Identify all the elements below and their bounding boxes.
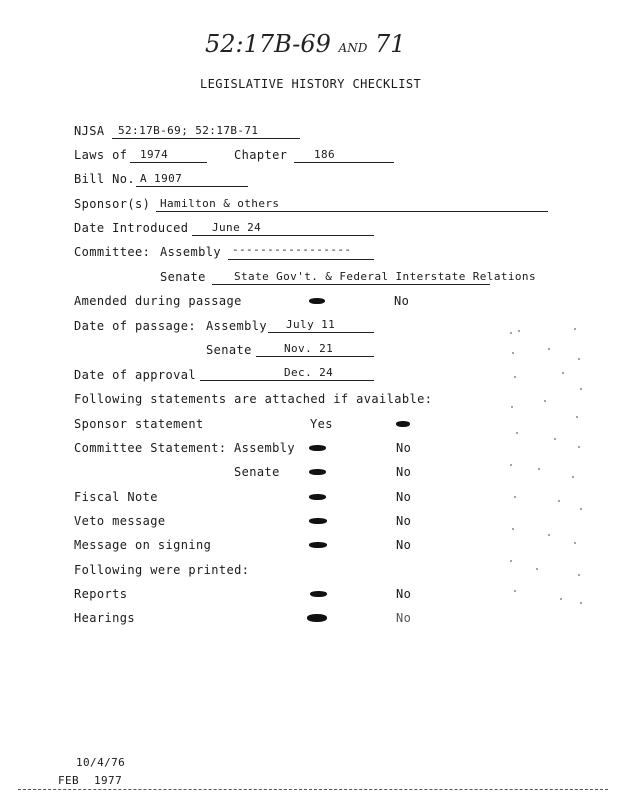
sponsors-label: Sponsor(s) <box>74 197 151 211</box>
date-introduced-label: Date Introduced <box>74 221 189 235</box>
message-signing-yes-redacted <box>309 542 327 548</box>
chapter-label: Chapter <box>234 148 288 162</box>
amended-label: Amended during passage <box>74 294 242 308</box>
chapter-underline <box>294 162 394 163</box>
committee-senate-underline <box>212 284 490 285</box>
committee-statement-assembly-no: No <box>396 441 412 455</box>
footer-date-code: 10/4/76 <box>76 756 126 769</box>
committee-statement-senate-yes-redacted <box>309 469 326 475</box>
passage-senate-value: Nov. 21 <box>284 342 334 355</box>
handwritten-reference <box>205 30 406 58</box>
sponsor-statement-yes: Yes <box>310 417 333 431</box>
fiscal-note-no: No <box>396 490 412 504</box>
bill-no-value: A 1907 <box>140 172 183 185</box>
committee-label: Committee: <box>74 245 151 259</box>
message-signing-label: Message on signing <box>74 538 212 552</box>
reports-yes-redacted <box>310 591 327 597</box>
committee-statement-assembly-yes-redacted <box>309 445 326 451</box>
scan-noise <box>508 328 598 608</box>
passage-assembly-value: July 11 <box>286 318 336 331</box>
date-approval-value: Dec. 24 <box>284 366 334 379</box>
message-signing-no: No <box>396 538 412 552</box>
date-passage-label: Date of passage: <box>74 319 196 333</box>
footer-dashed-line <box>18 789 608 790</box>
hearings-label: Hearings <box>74 611 135 625</box>
page-title: LEGISLATIVE HISTORY CHECKLIST <box>200 77 422 91</box>
fiscal-note-label: Fiscal Note <box>74 490 158 504</box>
committee-assembly-value: ----------------- <box>232 243 352 256</box>
footer-stamp-year: 1977 <box>94 774 123 787</box>
njsa-label: NJSA <box>74 124 105 138</box>
date-approval-label: Date of approval <box>74 368 196 382</box>
hearings-yes-redacted <box>307 614 327 622</box>
date-approval-underline <box>200 380 374 381</box>
handwritten-and: AND <box>338 41 368 55</box>
footer-stamp-month: FEB <box>58 774 80 787</box>
committee-statement-senate-no: No <box>396 465 412 479</box>
date-introduced-value: June 24 <box>212 221 262 234</box>
fiscal-note-yes-redacted <box>309 494 326 500</box>
handwritten-ref-main: 52:17B-69 <box>205 30 331 58</box>
laws-of-value: 1974 <box>140 148 169 161</box>
committee-statement-label: Committee Statement: <box>74 441 227 455</box>
committee-senate-label: Senate <box>160 270 206 284</box>
veto-message-no: No <box>396 514 412 528</box>
sponsors-underline <box>156 211 548 212</box>
sponsor-statement-no-redacted <box>396 421 410 427</box>
committee-statement-senate-label: Senate <box>234 465 280 479</box>
printed-heading: Following were printed: <box>74 563 250 577</box>
sponsors-value: Hamilton & others <box>160 197 280 210</box>
reports-label: Reports <box>74 587 128 601</box>
njsa-value: 52:17B-69; 52:17B-71 <box>118 124 259 137</box>
passage-assembly-label: Assembly <box>206 319 267 333</box>
committee-assembly-underline <box>228 259 374 260</box>
statements-heading: Following statements are attached if available: <box>74 392 433 406</box>
handwritten-ref-secondary: 71 <box>374 30 406 58</box>
passage-assembly-underline <box>268 332 374 333</box>
reports-no: No <box>396 587 412 601</box>
bill-no-label: Bill No. <box>74 172 135 186</box>
veto-message-label: Veto message <box>74 514 166 528</box>
amended-yes-redacted <box>309 298 325 304</box>
veto-message-yes-redacted <box>309 518 327 524</box>
laws-of-label: Laws of <box>74 148 128 162</box>
sponsor-statement-label: Sponsor statement <box>74 417 204 431</box>
chapter-value: 186 <box>314 148 336 161</box>
hearings-no: No <box>396 611 412 625</box>
committee-assembly-label: Assembly <box>160 245 221 259</box>
amended-no: No <box>394 294 410 308</box>
njsa-underline <box>112 138 300 139</box>
date-introduced-underline <box>192 235 374 236</box>
bill-no-underline <box>136 186 248 187</box>
committee-senate-value: State Gov't. & Federal Interstate Relations <box>234 270 536 283</box>
committee-statement-assembly-label: Assembly <box>234 441 295 455</box>
laws-of-underline <box>130 162 207 163</box>
passage-senate-underline <box>256 356 374 357</box>
passage-senate-label: Senate <box>206 343 252 357</box>
